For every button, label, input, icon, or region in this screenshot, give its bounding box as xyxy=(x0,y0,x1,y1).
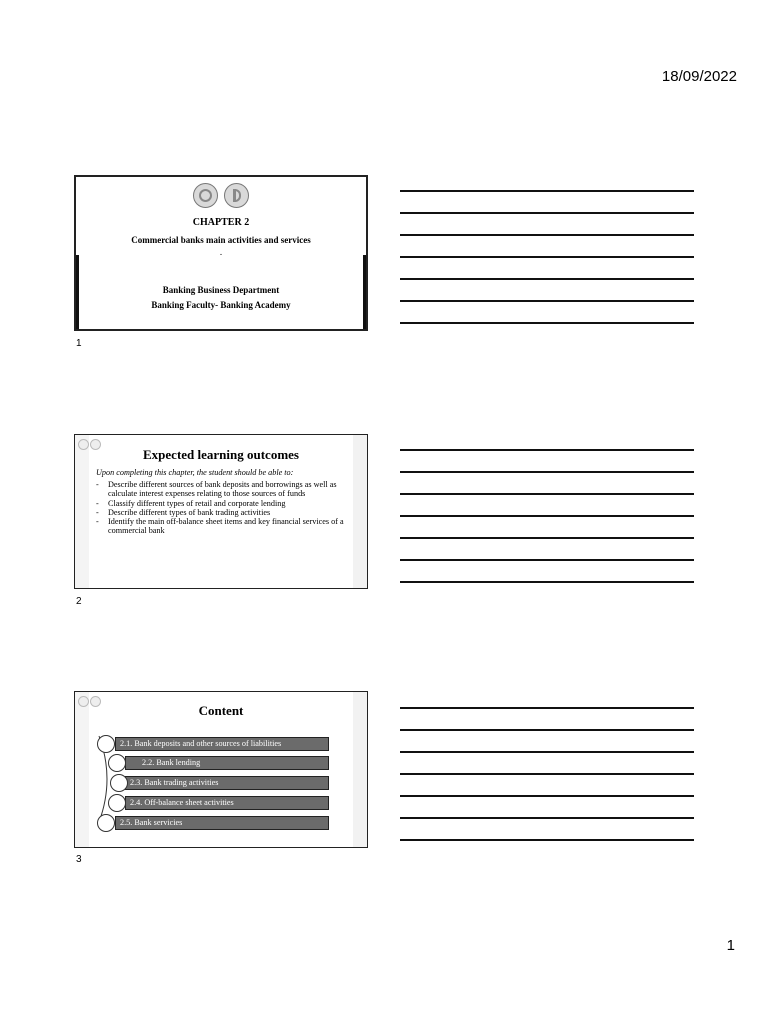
content-item-circle xyxy=(97,814,115,832)
slide-department: Banking Business Department xyxy=(162,285,280,295)
slide-number: 1 xyxy=(76,338,82,349)
note-line xyxy=(400,493,694,495)
slide-chapter-title: CHAPTER 2 xyxy=(192,217,250,228)
slide-number: 3 xyxy=(76,854,82,865)
note-line xyxy=(400,322,694,324)
content-item-circle xyxy=(97,735,115,753)
slide-faculty: Banking Faculty- Banking Academy xyxy=(151,300,291,310)
content-item-circle xyxy=(110,774,128,792)
list-item: - Describe different sources of bank deposits and borrowings as well as calculate interest expenses relating to those sources of funds xyxy=(96,480,351,499)
slide-1-thumbnail xyxy=(74,175,368,331)
list-item: - Describe different types of bank trading activities xyxy=(96,508,351,517)
outcomes-list xyxy=(96,480,351,536)
academy-seal-icon xyxy=(193,183,218,208)
note-line xyxy=(400,256,694,258)
list-item: - Classify different types of retail and corporate lending xyxy=(96,499,351,508)
slide-3-thumbnail xyxy=(74,691,368,848)
content-item: 2.1. Bank deposits and other sources of liabilities xyxy=(115,737,329,751)
note-line xyxy=(400,234,694,236)
slide-number: 2 xyxy=(76,596,82,607)
note-line xyxy=(400,751,694,753)
slide-2-thumbnail xyxy=(74,434,368,589)
page-number: 1 xyxy=(726,937,735,954)
slide-dot: . xyxy=(219,247,223,257)
note-line xyxy=(400,190,694,192)
note-line xyxy=(400,817,694,819)
content-item: 2.3. Bank trading activities xyxy=(125,776,329,790)
note-line xyxy=(400,581,694,583)
note-line xyxy=(400,278,694,280)
note-line xyxy=(400,300,694,302)
note-line xyxy=(400,729,694,731)
note-line xyxy=(400,537,694,539)
note-line xyxy=(400,559,694,561)
content-item: 2.5. Bank servicies xyxy=(115,816,329,830)
content-item-circle xyxy=(108,754,126,772)
note-line xyxy=(400,795,694,797)
note-line xyxy=(400,449,694,451)
page-date: 18/09/2022 xyxy=(661,68,737,85)
note-line xyxy=(400,707,694,709)
list-item: - Identify the main off-balance sheet items and key financial services of a commercial bank xyxy=(96,517,351,536)
note-line xyxy=(400,212,694,214)
content-item: 2.4. Off-balance sheet activities xyxy=(125,796,329,810)
note-line xyxy=(400,471,694,473)
note-line xyxy=(400,839,694,841)
content-item: 2.2. Bank lending xyxy=(125,756,329,770)
content-item-circle xyxy=(108,794,126,812)
slide-title: Expected learning outcomes xyxy=(143,447,299,462)
academy-logo-icon xyxy=(224,183,249,208)
note-line xyxy=(400,773,694,775)
slide-intro: Upon completing this chapter, the student should be able to: xyxy=(96,468,294,477)
note-line xyxy=(400,515,694,517)
slide-subtitle: Commercial banks main activities and services xyxy=(131,235,311,245)
slide-logos xyxy=(76,183,366,208)
slide-title: Content xyxy=(198,703,244,718)
